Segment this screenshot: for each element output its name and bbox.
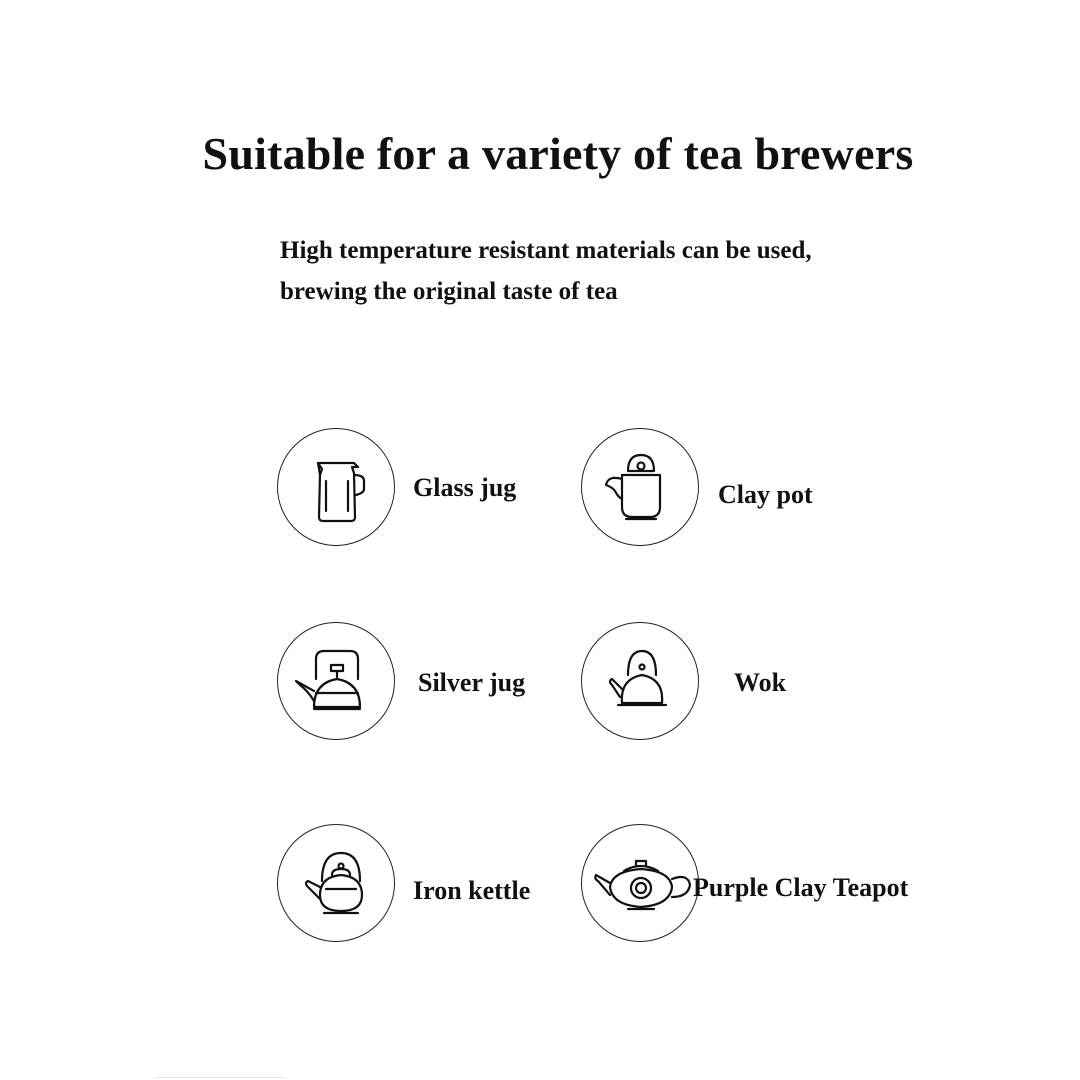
page-title: Suitable for a variety of tea brewers: [202, 128, 914, 179]
description-line-2: brewing the original taste of tea: [280, 278, 618, 305]
description-line-1: High temperature resistant materials can be used,: [280, 237, 812, 264]
glass-jug-badge: [277, 428, 395, 546]
description: [280, 230, 980, 312]
clay-pot-badge: [581, 428, 699, 546]
brewer-label-clay-pot: Clay pot: [718, 480, 813, 509]
brewer-label-wok: Wok: [734, 668, 787, 697]
purple-clay-teapot-icon: [582, 825, 700, 943]
silver-jug-icon: [278, 623, 396, 741]
purple-clay-teapot-badge: [581, 824, 699, 942]
glass-jug-icon: [278, 429, 396, 547]
wok-badge: [581, 622, 699, 740]
iron-kettle-icon: [278, 825, 396, 943]
clay-pot-icon: [582, 429, 700, 547]
brewer-label-purple-clay-teapot: Purple Clay Teapot: [693, 873, 909, 902]
brewer-label-silver-jug: Silver jug: [418, 668, 526, 697]
silver-jug-badge: [277, 622, 395, 740]
iron-kettle-badge: [277, 824, 395, 942]
wok-icon: [582, 623, 700, 741]
brewer-label-glass-jug: Glass jug: [413, 473, 517, 502]
brewer-label-iron-kettle: Iron kettle: [413, 876, 531, 905]
divider: [155, 1077, 285, 1078]
